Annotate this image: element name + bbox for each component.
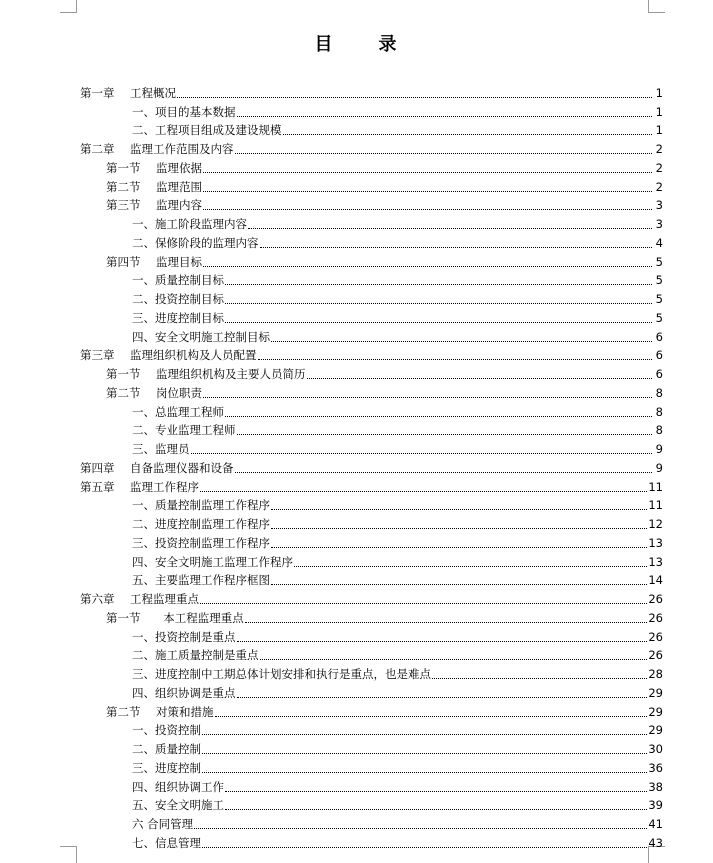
- toc-entry-page-number: 8: [655, 385, 663, 400]
- toc-entry[interactable]: [80, 232, 663, 251]
- toc-entry-label: [132, 761, 201, 776]
- toc-entry-label: [132, 573, 270, 588]
- dot-leader: [191, 453, 653, 454]
- toc-entry-label: [132, 686, 236, 701]
- toc-entry-label: [106, 386, 202, 401]
- toc-entry-text: 二、投资控制目标: [132, 292, 224, 306]
- toc-entry-text: 三、投资控制监理工作程序: [132, 535, 270, 550]
- toc-entry-page-number: 5: [655, 292, 663, 306]
- toc-entry-page-number: 43: [648, 835, 663, 850]
- toc-entry-text: 监理范围: [156, 179, 202, 194]
- toc-entry-page-number: 26: [648, 629, 663, 644]
- toc-entry[interactable]: [80, 195, 663, 214]
- toc-entry[interactable]: [80, 795, 663, 814]
- toc-entry-label: [106, 367, 306, 382]
- toc-entry[interactable]: [80, 326, 663, 345]
- toc-entry-page-number: 14: [648, 573, 663, 588]
- dot-leader: [200, 491, 647, 492]
- toc-entry[interactable]: [80, 457, 663, 476]
- toc-entry-text: 五、安全文明施工: [132, 798, 224, 813]
- dot-leader: [271, 547, 647, 548]
- toc-entry[interactable]: [80, 420, 663, 439]
- dot-leader: [235, 153, 653, 154]
- toc-entry-text: 一、质量控制监理工作程序: [132, 498, 270, 513]
- toc-entry-page-number: 39: [648, 798, 663, 813]
- toc-entry[interactable]: [80, 720, 663, 739]
- toc-entry-label: [80, 592, 199, 607]
- toc-entry-page-number: 29: [648, 723, 663, 738]
- toc-entry[interactable]: [80, 776, 663, 795]
- toc-entry-number: 第二节: [106, 704, 141, 719]
- toc-entry[interactable]: [80, 513, 663, 532]
- toc-entry[interactable]: [80, 570, 663, 589]
- toc-entry-number: 第三章: [80, 348, 115, 363]
- toc-entry[interactable]: [80, 682, 663, 701]
- dot-leader: [215, 716, 648, 717]
- toc-entry-label: [106, 161, 202, 176]
- toc-entry-label: [80, 142, 234, 157]
- toc-entry-page-number: 3: [655, 217, 663, 231]
- toc-entry-label: [132, 517, 270, 532]
- toc-entry-text: 二、工程项目组成及建设规模: [132, 123, 282, 138]
- toc-entry[interactable]: [80, 363, 663, 382]
- toc-entry-label: [106, 255, 202, 270]
- toc-entry-text: 监理工作范围及内容: [130, 142, 234, 156]
- toc-entry-label: [132, 536, 270, 551]
- toc-entry[interactable]: [80, 813, 663, 832]
- toc-entry[interactable]: [80, 213, 663, 232]
- toc-entry-number: 第二章: [80, 142, 115, 156]
- toc-entry-page-number: 1: [655, 85, 663, 100]
- dot-leader: [203, 172, 652, 173]
- toc-entry-label: [132, 442, 190, 457]
- toc-entry-text: 三、进度控制: [132, 760, 201, 775]
- toc-entry-text: 监理目标: [156, 254, 202, 269]
- toc-entry-page-number: 1: [655, 104, 663, 119]
- toc-entry-text: 四、安全文明施工监理工作程序: [132, 554, 293, 569]
- toc-entry[interactable]: [80, 626, 663, 645]
- toc-entry[interactable]: [80, 757, 663, 776]
- toc-entry-label: [132, 742, 201, 757]
- toc-entry[interactable]: [80, 101, 663, 120]
- toc-entry[interactable]: [80, 251, 663, 270]
- toc-entry-page-number: 26: [648, 610, 663, 625]
- toc-entry-label: [80, 461, 234, 476]
- toc-entry-label: [132, 273, 224, 288]
- toc-entry-page-number: 11: [648, 498, 663, 513]
- toc-entry-label: [106, 705, 214, 720]
- toc-entry-label: [132, 798, 224, 813]
- toc-entry-text: 六 合同管理: [132, 817, 194, 831]
- toc-entry-label: [132, 330, 270, 345]
- dot-leader: [237, 434, 653, 435]
- dot-leader: [237, 697, 648, 698]
- toc-entry-page-number: 36: [648, 760, 663, 775]
- toc-entry-number: 第六章: [80, 592, 115, 606]
- toc-entry-text: 三、进度控制中工期总体计划安排和执行是重点，也是难点: [132, 667, 431, 681]
- toc-entry[interactable]: [80, 551, 663, 570]
- dot-leader: [203, 266, 652, 267]
- toc-entry-text: 三、进度控制目标: [132, 310, 224, 325]
- toc-entry-text: 监理工作程序: [130, 479, 199, 494]
- toc-entry-text: 监理内容: [156, 198, 202, 213]
- dot-leader: [260, 659, 648, 660]
- toc-entry-number: 第五章: [80, 479, 115, 494]
- toc-entry-text: 一、项目的基本数据: [132, 104, 236, 119]
- toc-entry[interactable]: [80, 138, 663, 157]
- toc-entry-page-number: 8: [655, 423, 663, 438]
- toc-entry-text: 监理组织机构及人员配置: [130, 348, 257, 363]
- toc-entry-number: 第二节: [106, 179, 141, 194]
- toc-entry-number: 第四章: [80, 460, 115, 475]
- toc-entry-text: 监理组织机构及主要人员简历: [156, 367, 306, 381]
- dot-leader: [194, 828, 647, 829]
- toc-entry[interactable]: [80, 438, 663, 457]
- dot-leader: [271, 528, 647, 529]
- toc-entry-text: 二、施工质量控制是重点: [132, 648, 259, 663]
- toc-entry-page-number: 9: [655, 442, 663, 456]
- dot-leader: [271, 584, 647, 585]
- toc-entry-text: 一、投资控制: [132, 723, 201, 738]
- toc-entry-number: 第一节: [106, 610, 141, 625]
- toc-entry-page-number: 29: [648, 704, 663, 719]
- toc-entry[interactable]: [80, 82, 663, 101]
- toc-entry-page-number: 1: [655, 123, 663, 138]
- toc-entry[interactable]: [80, 288, 663, 307]
- toc-entry-text: 本工程监理重点: [156, 610, 244, 625]
- page-corner-mark-top-left: [60, 0, 77, 13]
- page-corner-mark-top-right: [648, 0, 665, 13]
- toc-entry-text: 四、组织协调是重点: [132, 685, 236, 700]
- toc-entry-number: 第二节: [106, 385, 141, 400]
- toc-entry-page-number: 28: [648, 667, 663, 681]
- toc-entry-label: [106, 611, 244, 626]
- dot-leader: [203, 209, 652, 210]
- toc-entry-text: 一、施工阶段监理内容: [132, 217, 247, 231]
- dot-leader: [237, 641, 648, 642]
- toc-entry-label: [132, 105, 236, 120]
- toc-entry-page-number: 3: [655, 198, 663, 213]
- toc-entry-page-number: 8: [655, 404, 663, 419]
- toc-entry-label: [80, 86, 176, 101]
- toc-entry-text: 一、投资控制是重点: [132, 629, 236, 644]
- toc-entry[interactable]: [80, 588, 663, 607]
- toc-entry-page-number: 2: [655, 160, 663, 175]
- toc-entry-page-number: 12: [648, 517, 663, 531]
- toc-entry-text: 二、进度控制监理工作程序: [132, 517, 270, 531]
- toc-entry-number: 第三节: [106, 198, 141, 213]
- title-char-2: 录: [378, 34, 399, 55]
- toc-entry-text: 二、质量控制: [132, 742, 201, 756]
- dot-leader: [202, 847, 647, 848]
- toc-entry-label: [132, 498, 270, 513]
- dot-leader: [271, 341, 652, 342]
- toc-entry-label: [132, 723, 201, 738]
- toc-entry[interactable]: [80, 495, 663, 514]
- toc-entry-page-number: 5: [655, 310, 663, 325]
- dot-leader: [202, 734, 647, 735]
- dot-leader: [225, 303, 652, 304]
- toc-entry-text: 一、质量控制目标: [132, 273, 224, 288]
- toc-entry[interactable]: [80, 663, 663, 682]
- toc-entry-page-number: 5: [655, 254, 663, 269]
- toc-entry[interactable]: [80, 270, 663, 289]
- toc-entry[interactable]: [80, 738, 663, 757]
- toc-entry-label: [132, 667, 431, 682]
- toc-entry-number: 第一节: [106, 160, 141, 175]
- dot-leader: [202, 753, 647, 754]
- dot-leader: [258, 359, 653, 360]
- toc-entry[interactable]: [80, 401, 663, 420]
- toc-entry-text: 监理依据: [156, 160, 202, 175]
- toc-entry[interactable]: [80, 701, 663, 720]
- title-char-1: 目: [314, 34, 335, 55]
- toc-entry-label: [106, 198, 202, 213]
- dot-leader: [283, 134, 653, 135]
- dot-leader: [307, 378, 653, 379]
- toc-entry-label: [132, 836, 201, 851]
- toc-entry-page-number: 6: [655, 329, 663, 344]
- dot-leader: [200, 603, 647, 604]
- toc-entry[interactable]: [80, 645, 663, 664]
- toc-entry[interactable]: [80, 157, 663, 176]
- toc-entry-text: 五、主要监理工作程序框图: [132, 573, 270, 588]
- toc-entry-label: [80, 348, 257, 363]
- toc-entry-text: 三、监理员: [132, 442, 190, 456]
- toc-entry-page-number: 5: [655, 273, 663, 288]
- toc-entry-text: 工程监理重点: [130, 592, 199, 606]
- toc-entry-label: [132, 217, 247, 232]
- toc-entry-label: [132, 405, 224, 420]
- toc-entry-label: [132, 311, 224, 326]
- toc-entry-page-number: 2: [655, 179, 663, 194]
- toc-entry-text: 七、信息管理: [132, 835, 201, 850]
- toc-entry-text: 一、总监理工程师: [132, 404, 224, 419]
- dot-leader: [225, 322, 652, 323]
- toc-entry-label: [132, 817, 193, 832]
- dot-leader: [177, 97, 652, 98]
- toc-entry-text: 自备监理仪器和设备: [130, 460, 234, 475]
- toc-entry-label: [132, 292, 224, 307]
- toc-entry-label: [132, 648, 259, 663]
- toc-entry[interactable]: [80, 345, 663, 364]
- dot-leader: [271, 509, 647, 510]
- toc-entry-page-number: 29: [648, 685, 663, 700]
- toc-entry-page-number: 13: [648, 535, 663, 550]
- toc-entry[interactable]: [80, 176, 663, 195]
- toc-entry-label: [132, 236, 259, 251]
- toc-entry-text: 对策和措施: [156, 704, 214, 719]
- toc-entry-label: [106, 180, 202, 195]
- toc-entry[interactable]: [80, 532, 663, 551]
- toc-entry-page-number: 6: [655, 348, 663, 363]
- dot-leader: [203, 397, 652, 398]
- toc-entry[interactable]: [80, 476, 663, 495]
- toc-entry-label: [80, 480, 199, 495]
- dot-leader: [225, 284, 652, 285]
- dot-leader: [237, 116, 653, 117]
- toc-entry-text: 四、安全文明施工控制目标: [132, 329, 270, 344]
- toc-entry-label: [132, 555, 293, 570]
- toc-entry-label: [132, 123, 282, 138]
- toc-entry-text: 四、组织协调工作: [132, 779, 224, 794]
- dot-leader: [202, 772, 647, 773]
- toc-entry[interactable]: [80, 832, 663, 851]
- dot-leader: [294, 566, 647, 567]
- toc-entry-page-number: 11: [648, 479, 663, 494]
- dot-leader: [203, 191, 652, 192]
- toc-entry-number: 第一章: [80, 85, 115, 100]
- toc-entry-label: [132, 780, 224, 795]
- toc-entry-number: 第一节: [106, 367, 141, 381]
- toc-entry-label: [132, 423, 236, 438]
- toc-entry-label: [132, 630, 236, 645]
- toc-entry-text: 二、保修阶段的监理内容: [132, 235, 259, 250]
- page-corner-mark-bottom-left: [60, 846, 77, 863]
- page-title: [0, 30, 713, 56]
- dot-leader: [225, 809, 647, 810]
- toc-entry-number: 第四节: [106, 254, 141, 269]
- toc-entry-page-number: 38: [648, 779, 663, 794]
- toc-entry-page-number: 41: [648, 817, 663, 831]
- dot-leader: [248, 228, 652, 229]
- dot-leader: [432, 678, 647, 679]
- toc-entry-page-number: 26: [648, 648, 663, 663]
- toc-entry-page-number: 30: [648, 742, 663, 756]
- dot-leader: [225, 791, 647, 792]
- table-of-contents: [80, 82, 663, 851]
- toc-entry-page-number: 4: [655, 235, 663, 250]
- toc-entry[interactable]: [80, 307, 663, 326]
- dot-leader: [225, 416, 652, 417]
- toc-entry-page-number: 2: [655, 142, 663, 156]
- toc-entry-text: 工程概况: [130, 85, 176, 100]
- toc-entry[interactable]: [80, 120, 663, 139]
- toc-entry-page-number: 6: [655, 367, 663, 381]
- dot-leader: [235, 472, 653, 473]
- toc-entry-text: 二、专业监理工程师: [132, 423, 236, 438]
- dot-leader: [260, 247, 653, 248]
- toc-entry-text: 岗位职责: [156, 385, 202, 400]
- toc-entry-page-number: 13: [648, 554, 663, 569]
- toc-entry[interactable]: [80, 382, 663, 401]
- toc-entry-page-number: 9: [655, 460, 663, 475]
- dot-leader: [245, 622, 648, 623]
- toc-entry-page-number: 26: [648, 592, 663, 606]
- toc-entry[interactable]: [80, 607, 663, 626]
